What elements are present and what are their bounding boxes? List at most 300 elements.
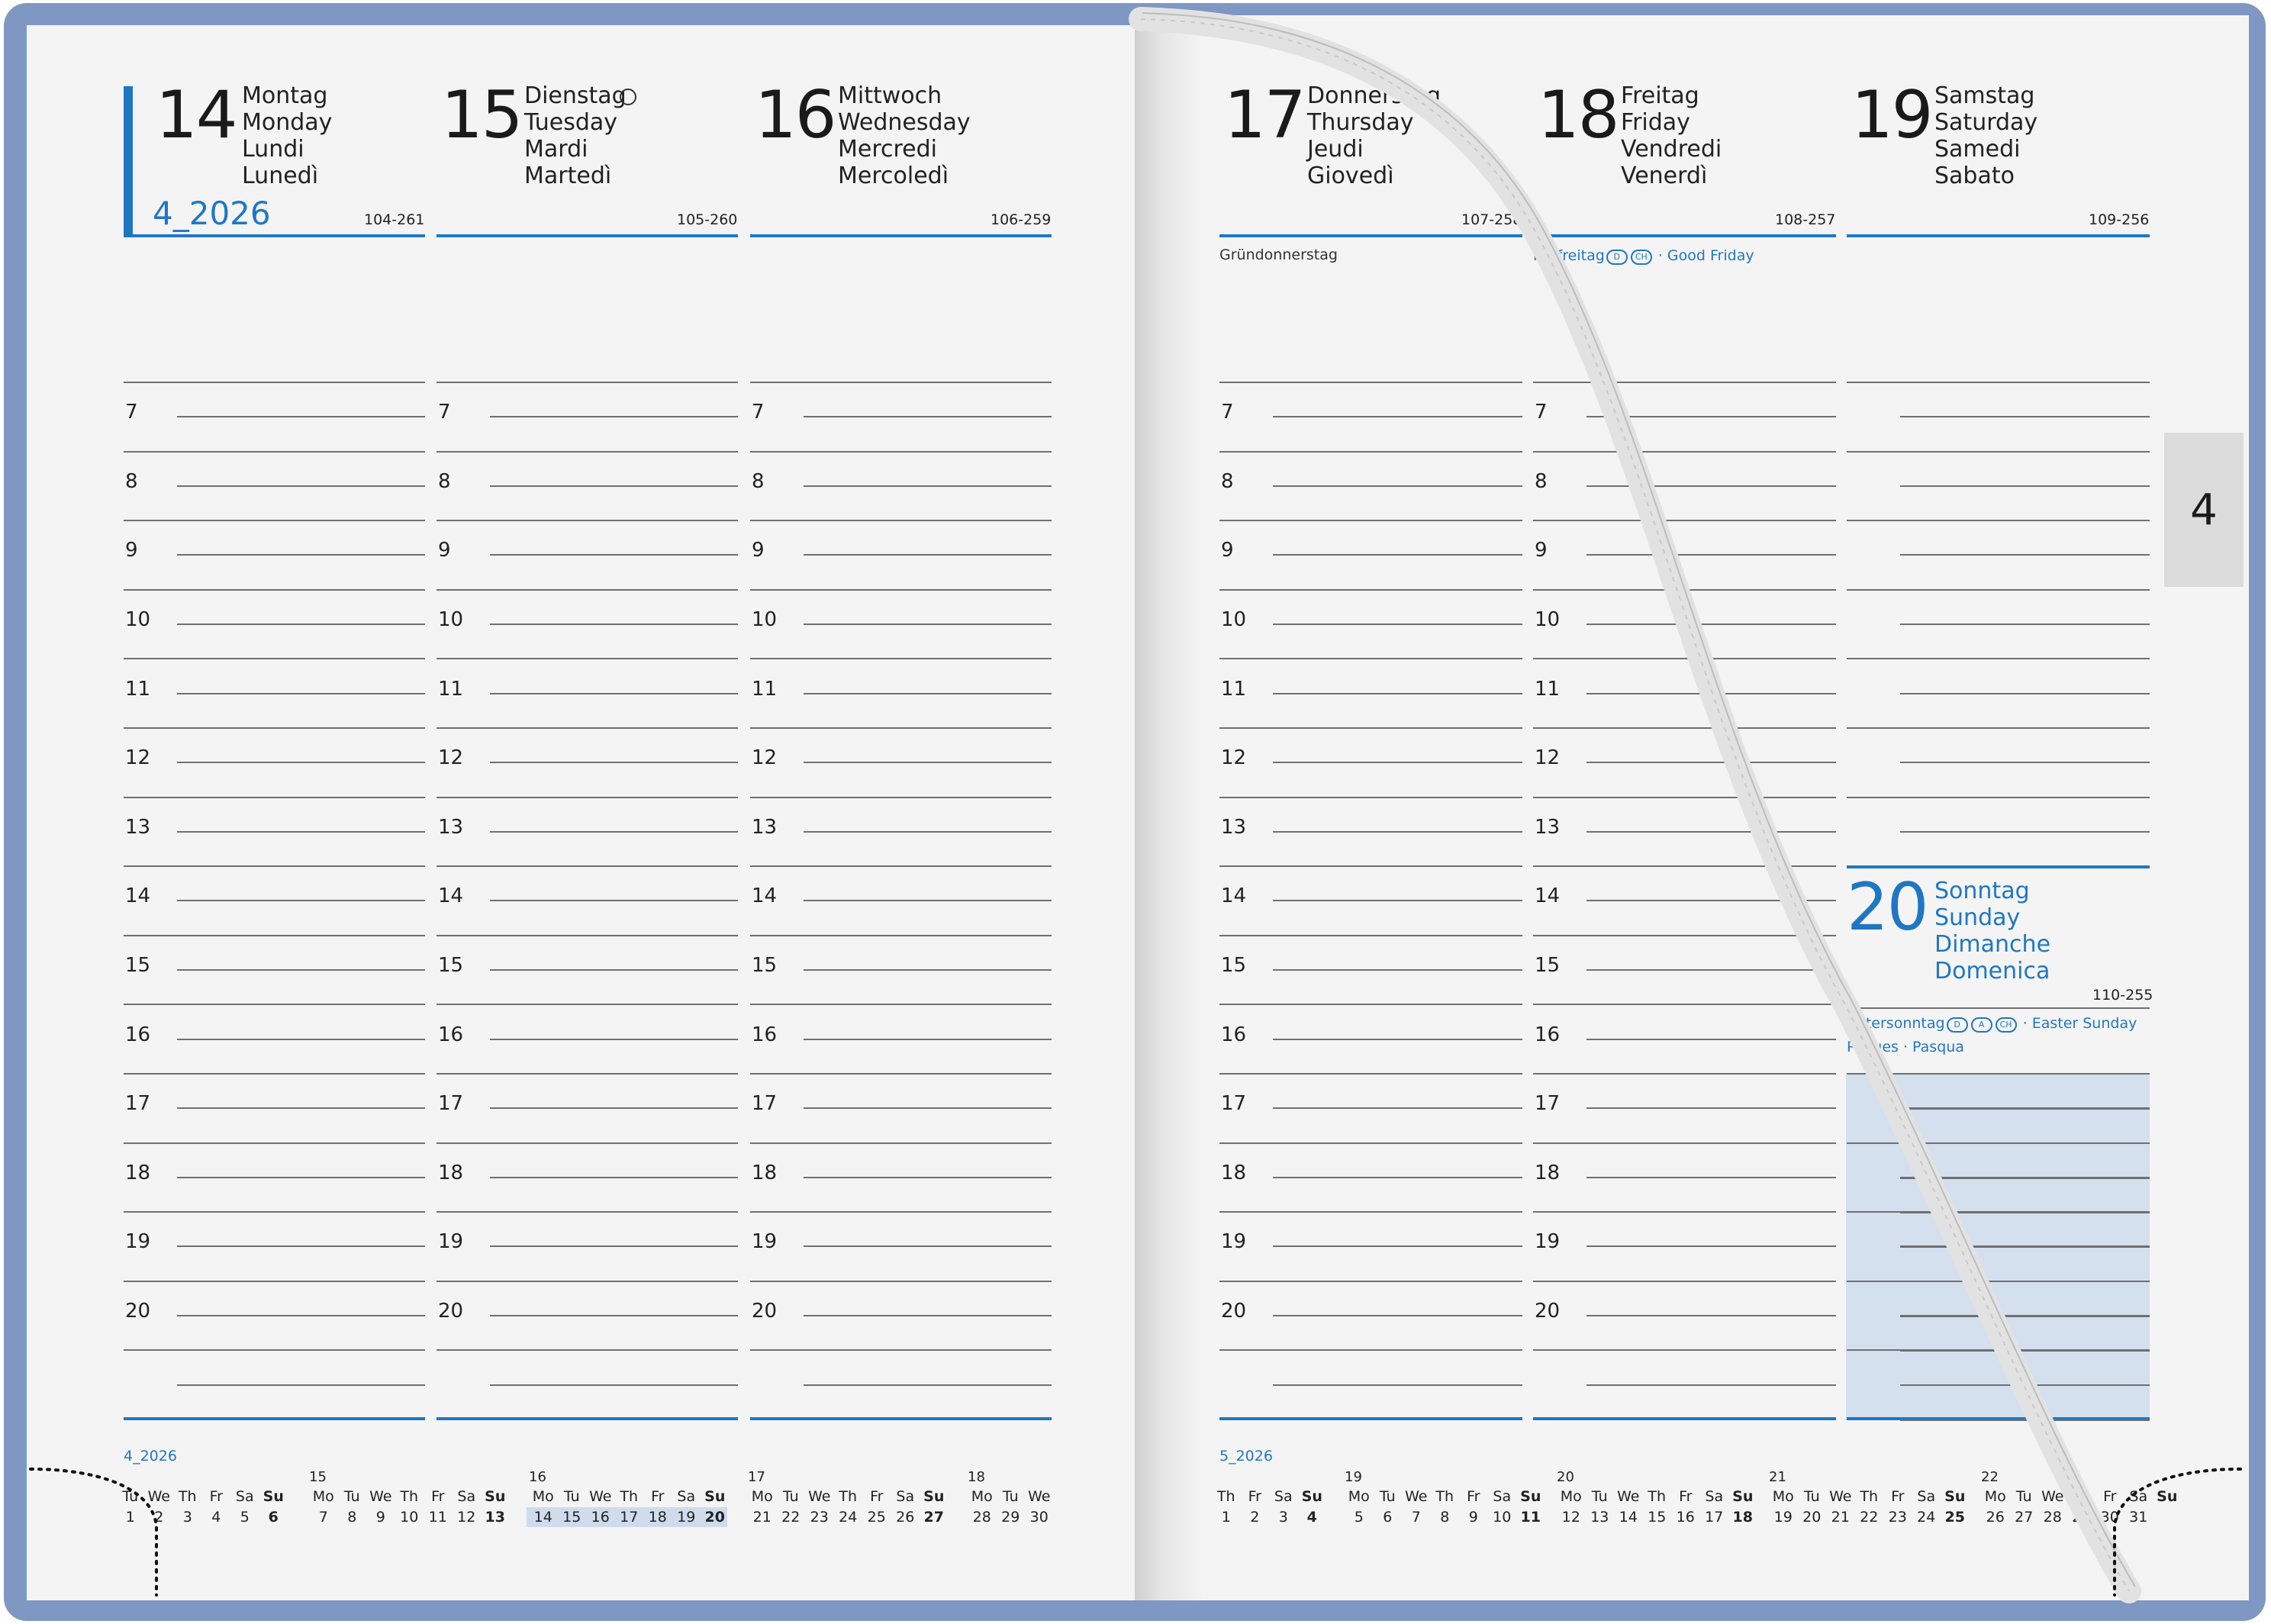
writing-line[interactable] bbox=[1533, 1349, 1836, 1351]
hour-label: 12 bbox=[752, 746, 778, 769]
writing-line[interactable] bbox=[804, 624, 1052, 625]
mini-calendar-weekday: Tu bbox=[1002, 1488, 1019, 1505]
writing-line[interactable] bbox=[750, 589, 1052, 591]
mini-calendar-weekday: Th bbox=[2072, 1488, 2091, 1505]
mini-calendar-date[interactable]: 13 bbox=[1590, 1509, 1609, 1526]
mini-calendar-date[interactable]: 5 bbox=[1354, 1509, 1364, 1526]
writing-line[interactable] bbox=[1533, 520, 1836, 521]
writing-line[interactable] bbox=[490, 485, 738, 487]
writing-line[interactable] bbox=[1273, 1039, 1522, 1040]
writing-line[interactable] bbox=[750, 797, 1052, 798]
writing-line[interactable] bbox=[750, 382, 1052, 383]
writing-line[interactable] bbox=[436, 865, 738, 867]
mini-calendar-date[interactable]: 24 bbox=[1917, 1509, 1936, 1526]
mini-calendar-date[interactable]: 18 bbox=[1732, 1509, 1753, 1526]
holiday-name-de: Ostersonntag bbox=[1847, 1015, 1945, 1032]
writing-line[interactable] bbox=[750, 1004, 1052, 1005]
writing-line[interactable] bbox=[490, 416, 738, 417]
hour-label: 16 bbox=[125, 1023, 151, 1046]
writing-line[interactable] bbox=[436, 451, 738, 453]
writing-line[interactable] bbox=[804, 554, 1052, 556]
day-name: Friday bbox=[1621, 109, 1690, 136]
mini-calendar-date[interactable]: 18 bbox=[648, 1509, 667, 1526]
writing-line[interactable] bbox=[124, 658, 425, 659]
mini-calendar-date[interactable]: 17 bbox=[620, 1509, 639, 1526]
writing-line[interactable] bbox=[1273, 1107, 1522, 1109]
mini-calendar-date[interactable]: 8 bbox=[1440, 1509, 1450, 1526]
writing-line[interactable] bbox=[177, 969, 425, 971]
hour-label: 18 bbox=[1221, 1162, 1247, 1184]
writing-line[interactable] bbox=[804, 1315, 1052, 1316]
day-name: Domenica bbox=[1934, 958, 2050, 984]
writing-line[interactable] bbox=[1273, 1315, 1522, 1316]
hour-label: 17 bbox=[1535, 1092, 1561, 1115]
writing-line[interactable] bbox=[750, 935, 1052, 936]
writing-line[interactable] bbox=[1533, 1142, 1836, 1144]
writing-line[interactable] bbox=[804, 416, 1052, 417]
writing-line[interactable] bbox=[1219, 1211, 1522, 1213]
writing-line[interactable] bbox=[1533, 589, 1836, 591]
mini-calendar-date-row bbox=[1769, 1509, 1970, 1526]
writing-line[interactable] bbox=[804, 762, 1052, 763]
writing-line[interactable] bbox=[1586, 969, 1836, 971]
mini-calendar-date[interactable]: 4 bbox=[211, 1509, 221, 1526]
writing-line[interactable] bbox=[804, 900, 1052, 901]
mini-calendar-date[interactable]: 28 bbox=[972, 1509, 991, 1526]
writing-line[interactable] bbox=[1273, 554, 1522, 556]
mini-calendar-weekday: Sa bbox=[1274, 1488, 1293, 1505]
mini-calendar-date[interactable]: 28 bbox=[2043, 1509, 2062, 1526]
writing-line[interactable] bbox=[177, 624, 425, 625]
writing-line[interactable] bbox=[1900, 554, 2150, 556]
mini-calendar-date[interactable]: 1 bbox=[125, 1509, 135, 1526]
writing-line[interactable] bbox=[124, 451, 425, 453]
writing-line[interactable] bbox=[1900, 1142, 2150, 1144]
mini-calendar-date[interactable]: 21 bbox=[1831, 1509, 1850, 1526]
writing-line[interactable] bbox=[1900, 1419, 2150, 1421]
writing-line[interactable] bbox=[490, 762, 738, 763]
mini-calendar-date[interactable]: 9 bbox=[1468, 1509, 1478, 1526]
mini-calendar-weekday: Fr bbox=[2103, 1488, 2117, 1505]
hour-label: 17 bbox=[438, 1092, 464, 1115]
mini-calendar-weekday: Th bbox=[178, 1488, 197, 1505]
writing-line[interactable] bbox=[1586, 1315, 1836, 1316]
writing-line[interactable] bbox=[436, 797, 738, 798]
mini-calendar-date[interactable]: 25 bbox=[867, 1509, 886, 1526]
writing-line[interactable] bbox=[177, 1384, 425, 1386]
mini-calendar-date[interactable]: 19 bbox=[677, 1509, 696, 1526]
writing-line[interactable] bbox=[1900, 1178, 2150, 1179]
mini-calendar-date[interactable]: 7 bbox=[1411, 1509, 1421, 1526]
writing-line[interactable] bbox=[804, 1245, 1052, 1247]
writing-line[interactable] bbox=[1533, 451, 1836, 453]
writing-line[interactable] bbox=[804, 1107, 1052, 1109]
writing-line[interactable] bbox=[436, 935, 738, 936]
writing-line[interactable] bbox=[1586, 1384, 1836, 1386]
mini-calendar-date[interactable]: 20 bbox=[1802, 1509, 1822, 1526]
day-name: Dienstag bbox=[524, 82, 627, 109]
writing-line[interactable] bbox=[1273, 762, 1522, 763]
mini-calendar-date[interactable]: 14 bbox=[533, 1509, 552, 1526]
holiday-label: Karfreitag D CH · Good Friday bbox=[1533, 247, 1754, 264]
writing-line[interactable] bbox=[124, 1004, 425, 1005]
mini-calendar-date[interactable]: 27 bbox=[2015, 1509, 2034, 1526]
writing-line[interactable] bbox=[177, 1245, 425, 1247]
writing-line[interactable] bbox=[1586, 1107, 1836, 1109]
mini-calendar-date[interactable]: 26 bbox=[1986, 1509, 2005, 1526]
mini-calendar-date[interactable]: 10 bbox=[400, 1509, 419, 1526]
hour-label: 12 bbox=[438, 746, 464, 769]
writing-line[interactable] bbox=[1533, 658, 1836, 659]
writing-line[interactable] bbox=[124, 589, 425, 591]
mini-calendar-weekday: Tu bbox=[563, 1488, 580, 1505]
writing-line[interactable] bbox=[490, 1039, 738, 1040]
writing-line[interactable] bbox=[1900, 624, 2150, 625]
writing-line[interactable] bbox=[177, 1177, 425, 1178]
writing-line[interactable] bbox=[750, 451, 1052, 453]
writing-line[interactable] bbox=[124, 520, 425, 521]
mini-calendar-weekday: Th bbox=[400, 1488, 419, 1505]
writing-line[interactable] bbox=[1219, 1004, 1522, 1005]
writing-line[interactable] bbox=[436, 1349, 738, 1351]
mini-calendar-date[interactable]: 16 bbox=[1676, 1509, 1695, 1526]
mini-calendar-weekday-row bbox=[1769, 1488, 1970, 1505]
writing-line[interactable] bbox=[1847, 1073, 2150, 1075]
writing-line[interactable] bbox=[1586, 1245, 1836, 1247]
writing-line[interactable] bbox=[1273, 1245, 1522, 1247]
writing-line[interactable] bbox=[436, 658, 738, 659]
mini-calendar-date[interactable]: 22 bbox=[781, 1509, 800, 1526]
writing-line[interactable] bbox=[1586, 900, 1836, 901]
writing-line[interactable] bbox=[1533, 1281, 1836, 1282]
writing-line[interactable] bbox=[490, 1315, 738, 1316]
writing-line[interactable] bbox=[490, 554, 738, 556]
writing-line[interactable] bbox=[1219, 658, 1522, 659]
writing-line[interactable] bbox=[124, 935, 425, 936]
writing-line[interactable] bbox=[1273, 831, 1522, 833]
writing-line[interactable] bbox=[1900, 485, 2150, 487]
hour-label: 10 bbox=[1221, 608, 1247, 631]
writing-line[interactable] bbox=[1219, 865, 1522, 867]
writing-line[interactable] bbox=[804, 1039, 1052, 1040]
mini-calendar-date[interactable]: 12 bbox=[457, 1509, 476, 1526]
writing-line[interactable] bbox=[750, 1281, 1052, 1282]
mini-calendar-weekday-row bbox=[1212, 1488, 1326, 1505]
writing-line[interactable] bbox=[490, 1245, 738, 1247]
writing-line[interactable] bbox=[436, 589, 738, 591]
mini-calendar-date[interactable]: 12 bbox=[1561, 1509, 1580, 1526]
writing-line[interactable] bbox=[750, 865, 1052, 867]
mini-calendar-week-number: 19 bbox=[1345, 1469, 1362, 1485]
writing-line[interactable] bbox=[1273, 693, 1522, 694]
month-tab[interactable]: 4 bbox=[2164, 433, 2244, 587]
mini-calendar-date[interactable]: 10 bbox=[1493, 1509, 1512, 1526]
writing-line[interactable] bbox=[1533, 865, 1836, 867]
writing-line[interactable] bbox=[1219, 935, 1522, 936]
writing-line[interactable] bbox=[1847, 658, 2150, 659]
writing-line[interactable] bbox=[436, 1281, 738, 1282]
hour-label: 13 bbox=[125, 816, 151, 839]
mini-calendar-date[interactable]: 27 bbox=[923, 1509, 944, 1526]
mini-calendar-date[interactable]: 22 bbox=[1860, 1509, 1879, 1526]
writing-line[interactable] bbox=[1533, 382, 1836, 383]
writing-line[interactable] bbox=[1900, 1212, 2150, 1213]
mini-calendar-date[interactable]: 16 bbox=[591, 1509, 610, 1526]
writing-line[interactable] bbox=[1219, 520, 1522, 521]
writing-line[interactable] bbox=[1847, 797, 2150, 798]
hour-label: 13 bbox=[752, 816, 778, 839]
mini-calendar-date[interactable]: 1 bbox=[1221, 1509, 1231, 1526]
writing-line[interactable] bbox=[804, 693, 1052, 694]
hour-label: 15 bbox=[1221, 954, 1247, 977]
mini-calendar-date[interactable]: 29 bbox=[2072, 1509, 2091, 1526]
mini-calendar-date[interactable]: 30 bbox=[2100, 1509, 2119, 1526]
writing-line[interactable] bbox=[490, 693, 738, 694]
mini-calendar-date[interactable]: 3 bbox=[182, 1509, 192, 1526]
day-name: Mercoledì bbox=[838, 163, 949, 189]
writing-line[interactable] bbox=[436, 1142, 738, 1144]
writing-line[interactable] bbox=[124, 1281, 425, 1282]
mini-calendar-date[interactable]: 21 bbox=[752, 1509, 771, 1526]
mini-calendar-week-number: 16 bbox=[529, 1469, 546, 1485]
mini-calendar-date[interactable]: 23 bbox=[1888, 1509, 1907, 1526]
hour-label: 19 bbox=[752, 1230, 778, 1253]
writing-line[interactable] bbox=[1586, 693, 1836, 694]
day-number: 20 bbox=[1847, 869, 1928, 946]
mini-calendar-date[interactable]: 31 bbox=[2129, 1509, 2148, 1526]
mini-calendar-date[interactable]: 13 bbox=[485, 1509, 505, 1526]
hour-label: 15 bbox=[438, 954, 464, 977]
mini-calendar-weekday: Th bbox=[1435, 1488, 1454, 1505]
mini-calendar-date[interactable]: 5 bbox=[240, 1509, 250, 1526]
writing-line[interactable] bbox=[1900, 1246, 2150, 1248]
writing-line[interactable] bbox=[1219, 382, 1522, 383]
writing-line[interactable] bbox=[1586, 762, 1836, 763]
writing-line[interactable] bbox=[1219, 451, 1522, 453]
writing-line[interactable] bbox=[436, 382, 738, 383]
writing-line[interactable] bbox=[750, 1211, 1052, 1213]
mini-calendar-date[interactable]: 4 bbox=[1306, 1509, 1317, 1526]
hour-label: 9 bbox=[752, 539, 765, 562]
writing-line[interactable] bbox=[804, 1177, 1052, 1178]
writing-line[interactable] bbox=[804, 1384, 1052, 1386]
writing-line[interactable] bbox=[1219, 1142, 1522, 1144]
writing-line[interactable] bbox=[490, 1177, 738, 1178]
writing-line[interactable] bbox=[177, 831, 425, 833]
mini-calendar-date-row bbox=[529, 1509, 730, 1526]
writing-line[interactable] bbox=[1586, 1039, 1836, 1040]
mini-calendar-date[interactable]: 6 bbox=[268, 1509, 279, 1526]
writing-line[interactable] bbox=[804, 485, 1052, 487]
writing-line[interactable] bbox=[124, 382, 425, 383]
writing-line[interactable] bbox=[750, 1142, 1052, 1144]
writing-line[interactable] bbox=[1900, 1281, 2150, 1282]
writing-line[interactable] bbox=[1900, 693, 2150, 694]
mini-calendar-date[interactable]: 11 bbox=[1520, 1509, 1541, 1526]
writing-line[interactable] bbox=[804, 969, 1052, 971]
hour-label: 15 bbox=[125, 954, 151, 977]
writing-line[interactable] bbox=[177, 554, 425, 556]
writing-line[interactable] bbox=[750, 658, 1052, 659]
mini-calendar-date[interactable]: 14 bbox=[1619, 1509, 1638, 1526]
hour-label: 17 bbox=[125, 1092, 151, 1115]
mini-calendar-weekday: Su bbox=[1944, 1488, 1966, 1505]
writing-line[interactable] bbox=[750, 727, 1052, 729]
writing-line[interactable] bbox=[124, 727, 425, 729]
writing-line[interactable] bbox=[1533, 1073, 1836, 1075]
mini-calendar-date[interactable]: 6 bbox=[1383, 1509, 1393, 1526]
mini-calendar-weekday: Sa bbox=[1917, 1488, 1936, 1505]
writing-line[interactable] bbox=[1533, 1211, 1836, 1213]
mini-calendar-date[interactable]: 26 bbox=[896, 1509, 915, 1526]
writing-line[interactable] bbox=[1586, 831, 1836, 833]
writing-line[interactable] bbox=[1219, 1281, 1522, 1282]
writing-line[interactable] bbox=[177, 1315, 425, 1316]
mini-calendar-date[interactable]: 25 bbox=[1944, 1509, 1965, 1526]
writing-line[interactable] bbox=[750, 1073, 1052, 1075]
mini-calendar-date[interactable]: 29 bbox=[1001, 1509, 1020, 1526]
mini-calendar-date[interactable]: 2 bbox=[154, 1509, 164, 1526]
writing-line[interactable] bbox=[490, 1107, 738, 1109]
day-footer-rule bbox=[1533, 1417, 1836, 1420]
holiday-label: Gründonnerstag bbox=[1219, 246, 1338, 263]
writing-line[interactable] bbox=[1273, 900, 1522, 901]
writing-line[interactable] bbox=[1273, 416, 1522, 417]
writing-line[interactable] bbox=[1586, 485, 1836, 487]
writing-line[interactable] bbox=[1900, 1350, 2150, 1352]
mini-calendar-date[interactable]: 20 bbox=[704, 1509, 725, 1526]
mini-calendar-week-number: 18 bbox=[968, 1469, 985, 1485]
mini-calendar-weekday: We bbox=[147, 1488, 170, 1505]
writing-line[interactable] bbox=[1847, 451, 2150, 453]
country-badge-icon: A bbox=[1971, 1017, 1992, 1033]
mini-calendar-date[interactable]: 11 bbox=[428, 1509, 447, 1526]
writing-line[interactable] bbox=[1900, 1384, 2150, 1386]
mini-calendar-date[interactable]: 15 bbox=[1648, 1509, 1667, 1526]
writing-line[interactable] bbox=[177, 900, 425, 901]
writing-line[interactable] bbox=[1847, 382, 2150, 383]
mini-calendar-date[interactable]: 8 bbox=[347, 1509, 357, 1526]
writing-line[interactable] bbox=[1533, 935, 1836, 936]
writing-line[interactable] bbox=[1273, 624, 1522, 625]
writing-line[interactable] bbox=[177, 416, 425, 417]
mini-calendar-weekday: Su bbox=[704, 1488, 726, 1505]
mini-calendar-date[interactable]: 9 bbox=[375, 1509, 385, 1526]
writing-line[interactable] bbox=[1847, 589, 2150, 591]
writing-line[interactable] bbox=[1847, 727, 2150, 729]
writing-line[interactable] bbox=[177, 762, 425, 763]
writing-line[interactable] bbox=[490, 1384, 738, 1386]
mini-calendar-week-number: 22 bbox=[1981, 1469, 1999, 1485]
holiday-label: Ostersonntag D A CH · Easter Sunday bbox=[1847, 1015, 2137, 1032]
mini-calendar-date[interactable]: 17 bbox=[1705, 1509, 1724, 1526]
writing-line[interactable] bbox=[436, 520, 738, 521]
day-name: Venerdì bbox=[1621, 163, 1708, 189]
country-badge-icon: D bbox=[1606, 250, 1628, 265]
mini-calendar-weekday: Mo bbox=[1984, 1488, 2006, 1505]
writing-line[interactable] bbox=[1273, 485, 1522, 487]
writing-line[interactable] bbox=[436, 727, 738, 729]
writing-line[interactable] bbox=[1219, 727, 1522, 729]
writing-line[interactable] bbox=[1900, 762, 2150, 763]
writing-line[interactable] bbox=[804, 831, 1052, 833]
writing-line[interactable] bbox=[124, 1211, 425, 1213]
hour-label: 14 bbox=[438, 884, 464, 907]
day-header-rule bbox=[124, 234, 425, 237]
writing-line[interactable] bbox=[490, 624, 738, 625]
writing-line[interactable] bbox=[1586, 554, 1836, 556]
writing-line[interactable] bbox=[436, 1004, 738, 1005]
writing-line[interactable] bbox=[1219, 797, 1522, 798]
writing-line[interactable] bbox=[124, 865, 425, 867]
writing-line[interactable] bbox=[490, 900, 738, 901]
writing-line[interactable] bbox=[124, 1073, 425, 1075]
writing-line[interactable] bbox=[124, 1142, 425, 1144]
writing-line[interactable] bbox=[1219, 589, 1522, 591]
day-of-year-code: 104-261 bbox=[364, 211, 425, 228]
hour-label: 14 bbox=[1535, 884, 1561, 907]
writing-line[interactable] bbox=[750, 1349, 1052, 1351]
holiday-name-fr-it: Pâques · Pasqua bbox=[1847, 1039, 1964, 1055]
mini-calendar-date[interactable]: 19 bbox=[1773, 1509, 1793, 1526]
writing-line[interactable] bbox=[1533, 727, 1836, 729]
hour-label: 20 bbox=[1221, 1300, 1247, 1323]
mini-calendar-week-number: 15 bbox=[309, 1469, 327, 1485]
writing-line[interactable] bbox=[124, 797, 425, 798]
mini-calendar-date[interactable]: 15 bbox=[562, 1509, 581, 1526]
writing-line[interactable] bbox=[1219, 1073, 1522, 1075]
writing-line[interactable] bbox=[1900, 416, 2150, 417]
writing-line[interactable] bbox=[1586, 1177, 1836, 1178]
writing-line[interactable] bbox=[436, 1073, 738, 1075]
mini-calendar-date[interactable]: 7 bbox=[318, 1509, 328, 1526]
mini-calendar-date[interactable]: 30 bbox=[1029, 1509, 1049, 1526]
writing-line[interactable] bbox=[1273, 1177, 1522, 1178]
writing-line[interactable] bbox=[1219, 1349, 1522, 1351]
writing-line[interactable] bbox=[177, 1107, 425, 1109]
writing-line[interactable] bbox=[177, 1039, 425, 1040]
hour-label: 18 bbox=[1535, 1162, 1561, 1184]
mini-calendar-date[interactable]: 3 bbox=[1278, 1509, 1288, 1526]
hour-label: 16 bbox=[438, 1023, 464, 1046]
writing-line[interactable] bbox=[1586, 416, 1836, 417]
mini-calendar-date[interactable]: 23 bbox=[810, 1509, 829, 1526]
writing-line[interactable] bbox=[1900, 1108, 2150, 1110]
hour-label: 16 bbox=[1535, 1023, 1561, 1046]
writing-line[interactable] bbox=[1533, 1004, 1836, 1005]
writing-line[interactable] bbox=[1533, 797, 1836, 798]
writing-line[interactable] bbox=[490, 969, 738, 971]
writing-line[interactable] bbox=[490, 831, 738, 833]
writing-line[interactable] bbox=[177, 485, 425, 487]
writing-line[interactable] bbox=[124, 1349, 425, 1351]
writing-line[interactable] bbox=[1273, 969, 1522, 971]
writing-line[interactable] bbox=[1847, 520, 2150, 521]
writing-line[interactable] bbox=[1900, 831, 2150, 833]
writing-line[interactable] bbox=[177, 693, 425, 694]
writing-line[interactable] bbox=[1586, 624, 1836, 625]
writing-line[interactable] bbox=[750, 520, 1052, 521]
mini-calendar-date[interactable]: 2 bbox=[1250, 1509, 1260, 1526]
mini-calendar-weekday: Fr bbox=[1679, 1488, 1693, 1505]
hour-label: 10 bbox=[752, 608, 778, 631]
writing-line[interactable] bbox=[436, 1211, 738, 1213]
writing-line[interactable] bbox=[1273, 1384, 1522, 1386]
mini-calendar-weekday-row bbox=[529, 1488, 730, 1505]
mini-calendar-date[interactable]: 24 bbox=[839, 1509, 858, 1526]
writing-line[interactable] bbox=[1900, 1316, 2150, 1317]
hour-label: 18 bbox=[752, 1162, 778, 1184]
